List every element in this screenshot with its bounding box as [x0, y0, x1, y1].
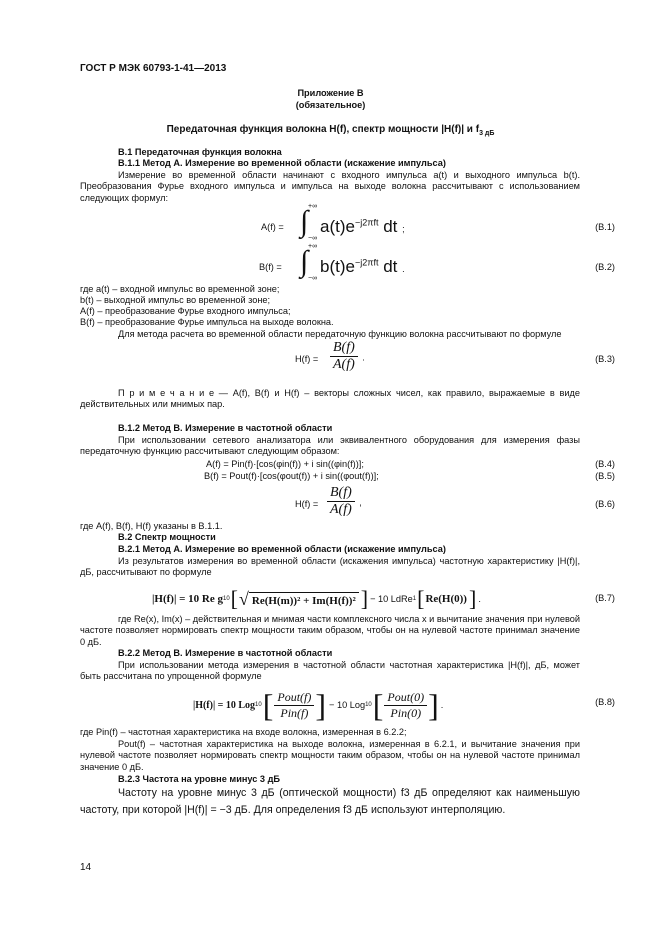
- eq8-num1: Pout(f): [274, 690, 314, 706]
- b11-intro: Измерение во временной области начинают с входного импульса a(t) и выходного импульса b(t). Преобразования Фурье входного импульса и импульса на выходе волокна рассчитывают с использованием следующих формул:: [80, 170, 580, 203]
- appendix-status: (обязательное): [295, 100, 366, 110]
- section-b21-title: В.2.1 Метод А. Измерение во временной области (искажение импульса): [118, 544, 446, 554]
- b11-formula-intro: Для метода расчета во временной области передаточную функцию волокна рассчитывают по формуле: [118, 329, 562, 339]
- b22-where-2: Pout(f) – частотная характеристика на выходе волокна, измеренная в 6.2.1, и вычитание значения при нулевой частоте позволяет нормировать спектр мощности таким образом, чтобы он на нулевой частоте принимал значение 0 дБ.: [80, 739, 580, 772]
- eq1-number: (В.1): [595, 222, 615, 232]
- sqrt-icon: √: [239, 588, 249, 609]
- integral-icon: ∫: [300, 205, 309, 238]
- b21-explanation: [80, 614, 580, 648]
- b22-paragraph: [80, 660, 580, 683]
- eq8-den2: Pin(0): [390, 705, 422, 720]
- integral-icon: ∫: [300, 245, 309, 278]
- eq5-number: (В.5): [595, 471, 615, 481]
- section-b22-title: В.2.2 Метод В. Измерение в частотной области: [118, 648, 333, 658]
- eq8-lhs: |H(f)| = 10 Log: [193, 699, 256, 711]
- eq6-denominator: A(f): [330, 502, 352, 517]
- note-block: [80, 388, 580, 411]
- eq3-tail: .: [362, 352, 365, 363]
- eq7-mid-sub: 1: [412, 596, 417, 602]
- section-b23-title: В.2.3 Частота на уровне минус 3 дБ: [118, 774, 281, 784]
- eq3-number: (В.3): [595, 354, 615, 364]
- eq6-lhs: H(f) =: [295, 499, 319, 509]
- eq3-fraction: [330, 340, 365, 373]
- eq6-number: (В.6): [595, 499, 615, 509]
- eq2-integrand: b(t)e: [320, 257, 355, 276]
- left-bracket-icon: [: [372, 686, 384, 723]
- eq7-root: Re(H(m))² + Im(H(f))²: [249, 592, 359, 607]
- right-bracket-icon: ]: [468, 586, 477, 611]
- eq1-upper-limit: +∞: [308, 203, 318, 210]
- eq8-frac2: [384, 690, 427, 721]
- eq6-fraction: [327, 485, 362, 518]
- eq3-numerator: B(f): [330, 340, 358, 357]
- eq8-mid: − 10 Log: [329, 700, 366, 710]
- eq3-denominator: A(f): [333, 357, 355, 372]
- section-b2-title: В.2 Спектр мощности: [118, 532, 216, 542]
- b12-intro: При использовании сетевого анализатора или эквивалентного оборудования для измерения фазы передаточную функцию рассчитывают следующим образом:: [80, 435, 580, 457]
- right-bracket-icon: ]: [315, 686, 327, 723]
- eq2-tail: .: [402, 264, 405, 274]
- eq7-tail: .: [478, 594, 481, 604]
- b23-text: Частоту на уровне минус 3 дБ (оптической мощности) f3 дБ определяют как наименьшую частоту, при которой |H(f)| = −3 дБ. Для определения f3 дБ используют интерполяцию.: [80, 787, 580, 816]
- eq8-number: (В.8): [595, 697, 615, 707]
- eq8-tail: .: [440, 700, 444, 710]
- b22-where-1: где Pin(f) – частотная характеристика на входе волокна, измеренная в 6.2.2;: [80, 727, 407, 737]
- where-item-1: b(t) – выходной импульс во временной зоне;: [80, 295, 271, 305]
- b22-where-block: [80, 739, 580, 773]
- eq1-dt: dt: [383, 217, 398, 236]
- eq8-sub: 10: [255, 702, 262, 708]
- eq7-number: (В.7): [595, 593, 615, 603]
- b12-where: где A(f), B(f), H(f) указаны в В.1.1.: [80, 521, 223, 531]
- appendix-heading: [0, 124, 661, 137]
- eq2-lhs: B(f) =: [259, 262, 282, 272]
- eq5: B(f) = Pout(f)·[cos(φout(f)) + i sin((φout(f))];: [204, 471, 379, 481]
- b11-paragraph: [80, 170, 580, 204]
- eq8: [193, 685, 443, 725]
- eq1-exponent: −j2πft: [354, 217, 379, 228]
- left-bracket-icon: [: [262, 686, 274, 723]
- appendix-heading-sub: 3 дБ: [479, 130, 495, 137]
- page-number: 14: [80, 862, 92, 873]
- eq4: A(f) = Pin(f)·[cos(φin(f)) + i sin((φin(f))];: [206, 459, 364, 469]
- b21-paragraph: [80, 556, 580, 579]
- eq7: [152, 586, 481, 612]
- b23-paragraph: [80, 785, 580, 818]
- note-label: П р и м е ч а н и е: [118, 388, 215, 398]
- eq3-lhs: H(f) =: [295, 354, 319, 364]
- right-bracket-icon: ]: [360, 586, 369, 611]
- eq7-mid: − 10 LdRe: [370, 594, 413, 604]
- eq2-lower-limit: −∞: [308, 275, 318, 282]
- eq1-integrand: a(t)e: [320, 217, 355, 236]
- eq2-number: (В.2): [595, 262, 615, 272]
- section-b1-title: В.1 Передаточная функция волокна: [118, 147, 282, 157]
- appendix-heading-main: Передаточная функция волокна H(f), спектр мощности |H(f)| и f: [166, 124, 480, 135]
- appendix-title: Приложение В: [297, 88, 364, 98]
- b22-intro: При использовании метода измерения в частотной области частотная характеристика |H(f)|, дБ, может быть рассчитана по упрощенной формуле: [80, 660, 580, 682]
- eq1-body: [320, 217, 405, 237]
- left-bracket-icon: [: [230, 586, 238, 611]
- eq6-frac: [327, 485, 355, 518]
- section-b12-title: В.1.2 Метод В. Измерение в частотной области: [118, 423, 333, 433]
- eq8-mid-sub: 10: [365, 702, 372, 708]
- right-bracket-icon: ]: [428, 686, 439, 723]
- eq1-lower-limit: −∞: [308, 235, 318, 242]
- eq2-body: [320, 257, 405, 277]
- left-bracket-icon: [: [417, 586, 425, 611]
- eq1-lhs: A(f) =: [261, 222, 284, 232]
- eq3-frac: [330, 340, 358, 373]
- b21-where: где Re(x), Im(x) – действительная и мнимая части комплексного числа x и вычитание значения при нулевой частоте позволяет нормировать спектр мощности таким образом, чтобы он на нулевой частоте принимал значение 0 дБ.: [80, 614, 580, 647]
- where-item-0: где a(t) – входной импульс во временной зоне;: [80, 284, 280, 294]
- eq8-num2: Pout(0): [384, 690, 427, 706]
- eq6-numerator: B(f): [327, 485, 355, 502]
- b21-intro: Из результатов измерения во временной области (искажения импульса) частотную характеристику |H(f)|, дБ, рассчитывают по формуле: [80, 556, 580, 578]
- eq6-tail: ,: [359, 497, 362, 508]
- eq2-upper-limit: +∞: [308, 243, 318, 250]
- eq7-sub: 10: [222, 596, 230, 602]
- b12-paragraph: [80, 435, 580, 458]
- eq8-frac1: [274, 690, 314, 721]
- where-item-2: A(f) – преобразование Фурье входного импульса;: [80, 306, 291, 316]
- eq8-den1: Pin(f): [280, 705, 309, 720]
- where-item-3: B(f) – преобразование Фурье импульса на выходе волокна.: [80, 317, 334, 327]
- eq2-exponent: −j2πft: [354, 257, 379, 268]
- note-paragraph: [80, 388, 580, 411]
- section-b11-title: В.1.1 Метод А. Измерение во временной области (искажение импульса): [118, 158, 446, 168]
- eq2-dt: dt: [383, 257, 398, 276]
- eq7-right: Re(H(0)): [425, 593, 467, 605]
- note-text: — A(f), B(f) и H(f) – векторы сложных чисел, как правило, выражаемые в виде действительных или мнимых пар.: [80, 388, 580, 410]
- eq4-number: (В.4): [595, 459, 615, 469]
- standard-number: ГОСТ Р МЭК 60793-1-41—2013: [80, 63, 227, 74]
- eq7-lhs: |H(f)| = 10 Re g: [152, 593, 223, 605]
- eq1-tail: ;: [402, 224, 405, 234]
